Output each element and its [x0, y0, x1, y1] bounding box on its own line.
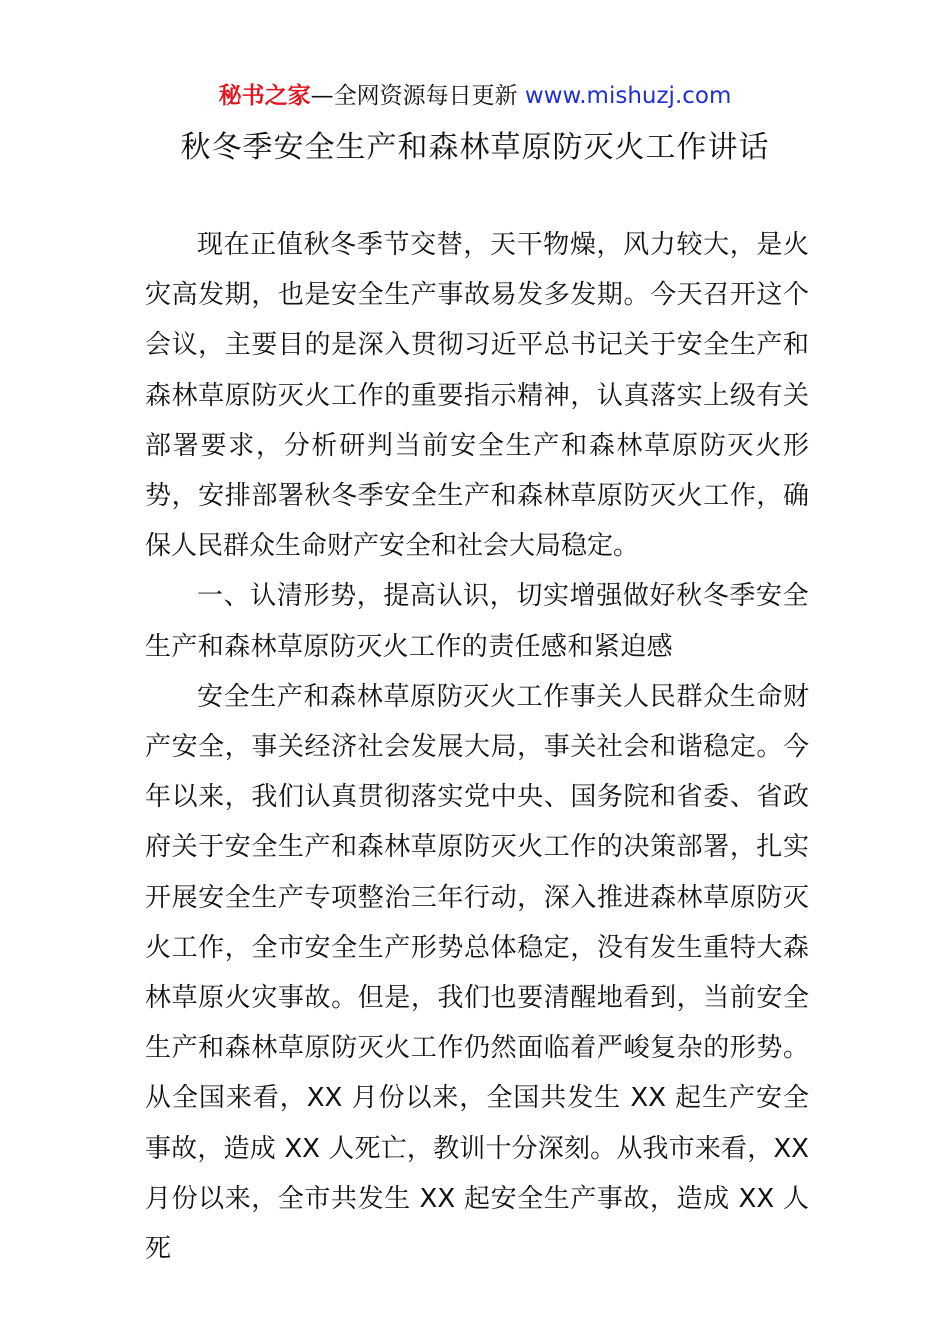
document-body: [145, 220, 809, 1274]
site-url-link[interactable]: www.mishuzj.com: [524, 83, 732, 109]
section-heading-1: 一、认清形势，提高认识，切实增强做好秋冬季安全生产和森林草原防灭火工作的责任感和紧迫感: [145, 581, 809, 662]
site-name: 秘书之家: [218, 83, 311, 109]
document-title: 秋冬季安全生产和森林草原防灭火工作讲话: [180, 130, 770, 165]
paragraph-intro: 现在正值秋冬季节交替，天干物燥，风力较大，是火灾高发期，也是安全生产事故易发多发期。今天召开这个会议，主要目的是深入贯彻习近平总书记关于安全生产和森林草原防灭火工作的重要指示精神，认真落实上级有关部署要求，分析研判当前安全生产和森林草原防灭火形势，安排部署秋冬季安全生产和森林草原防灭火工作，确保人民群众生命财产安全和社会大局稳定。: [145, 230, 809, 562]
site-header: [0, 80, 950, 112]
paragraph-situation: 安全生产和森林草原防灭火工作事关人民群众生命财产安全，事关经济社会发展大局，事关社会和谐稳定。今年以来，我们认真贯彻落实党中央、国务院和省委、省政府关于安全生产和森林草原防灭火工作的决策部署，扎实开展安全生产专项整治三年行动，深入推进森林草原防灭火工作，全市安全生产形势总体稳定，没有发生重特大森林草原火灾事故。但是，我们也要清醒地看到，当前安全生产和森林草原防灭火工作仍然面临着严峻复杂的形势。从全国来看，XX 月份以来，全国共发生 XX 起生产安全事故，造成 XX 人死亡，教训十分深刻。从我市来看，XX 月份以来，全市共发生 XX 起安全生产事故，造成 XX 人死: [145, 681, 809, 1265]
site-tagline: —全网资源每日更新: [310, 83, 525, 109]
